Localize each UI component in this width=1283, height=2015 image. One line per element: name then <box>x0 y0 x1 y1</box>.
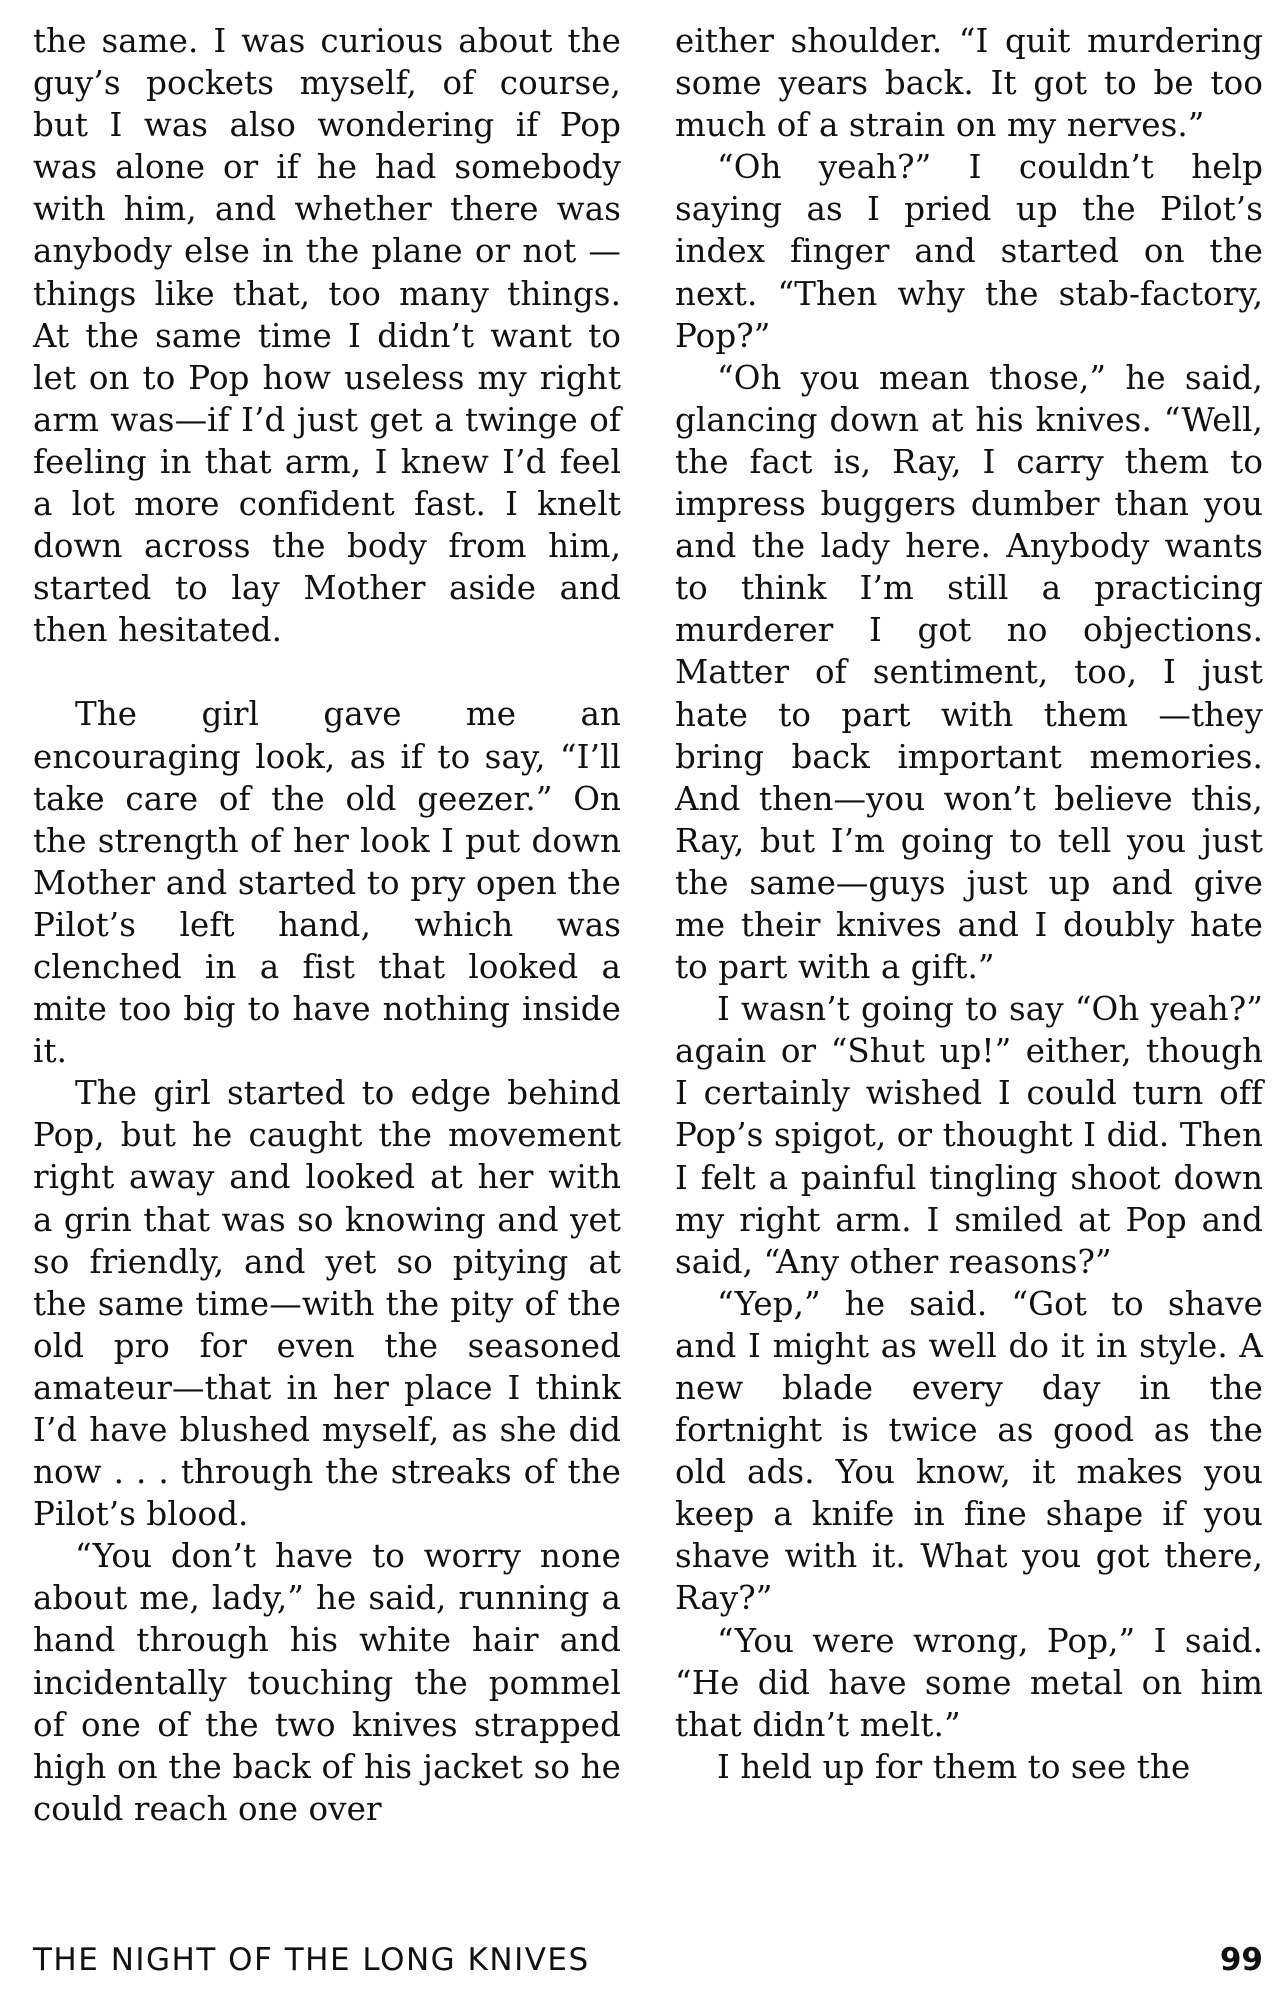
paragraph-right-4: I wasn’t going to say “Oh yeah?” again or “Shut up!” either, though I certainly wished I could turn off Pop’s spigot, or thought I did. Then I felt a painful tingling shoot down my right arm. I smiled at Pop and said, “Any other reasons?” <box>675 990 1263 1281</box>
paragraph-left-2: The girl gave me an encouraging look, as if to say, “I’ll take care of the old geezer.” On the strength of her look I put down Mother and started to pry open the Pilot’s left hand, which was clenched in a fist that looked a mite too big to have nothing inside it. <box>33 695 621 1071</box>
paragraph-right-1: either shoulder. “I quit murdering some years back. It got to be too much of a strain on my nerves.” <box>675 22 1263 145</box>
paragraph-left-1: the same. I was curious about the guy’s pockets myself, of course, but I was also wondering if Pop was alone or if he had somebody with him, and whether there was anybody else in the plane or not —things like that, too many things. At the same time I didn’t want to let on to Pop how useless my right arm was—if I’d just get a twinge of feeling in that arm, I knew I’d feel a lot more confident fast. I knelt down across the body from him, started to lay Mother aside and then hesitated. <box>33 22 621 650</box>
paragraph-left-3: The girl started to edge behind Pop, but he caught the movement right away and looked at her with a grin that was so knowing and yet so friendly, and yet so pitying at the same time—with the pity of the old pro for even the seasoned amateur—that in her place I think I’d have blushed myself, as she did now . . . through the streaks of the Pilot’s blood. <box>33 1074 621 1534</box>
paragraph-right-5: “Yep,” he said. “Got to shave and I might as well do it in style. A new blade every day in the fortnight is twice as good as the old ads. You know, it makes you keep a knife in fine shape if you shave with it. What you got there, Ray?” <box>675 1284 1263 1618</box>
page-number: 99 <box>1219 1942 1263 1978</box>
right-text-column <box>675 20 1263 1788</box>
left-text-column <box>33 20 621 1830</box>
page-footer <box>33 1942 1263 1986</box>
paragraph-right-3: “Oh you mean those,” he said, glancing down at his knives. “Well, the fact is, Ray, I carry them to impress buggers dumber than you and the lady here. Anybody wants to think I’m still a practicing murderer I got no objections. Matter of sentiment, too, I just hate to part with them —they bring back important memories. And then—you won’t believe this, Ray, but I’m going to tell you just the same—guys just up and give me their knives and I doubly hate to part with a gift.” <box>675 358 1263 987</box>
paragraph-left-4: “You don’t have to worry none about me, lady,” he said, running a hand through his white hair and incidentally touching the pommel of one of the two knives strapped high on the back of his jacket so he could reach one over <box>33 1537 621 1828</box>
paragraph-right-7: I held up for them to see the <box>717 1747 1191 1786</box>
paragraph-right-6: “You were wrong, Pop,” I said. “He did have some metal on him that didn’t melt.” <box>675 1621 1263 1744</box>
running-title: THE NIGHT OF THE LONG KNIVES <box>33 1942 590 1978</box>
paragraph-right-2: “Oh yeah?” I couldn’t help saying as I pried up the Pilot’s index finger and started on the next. “Then why the stab-factory, Pop?” <box>675 148 1263 355</box>
